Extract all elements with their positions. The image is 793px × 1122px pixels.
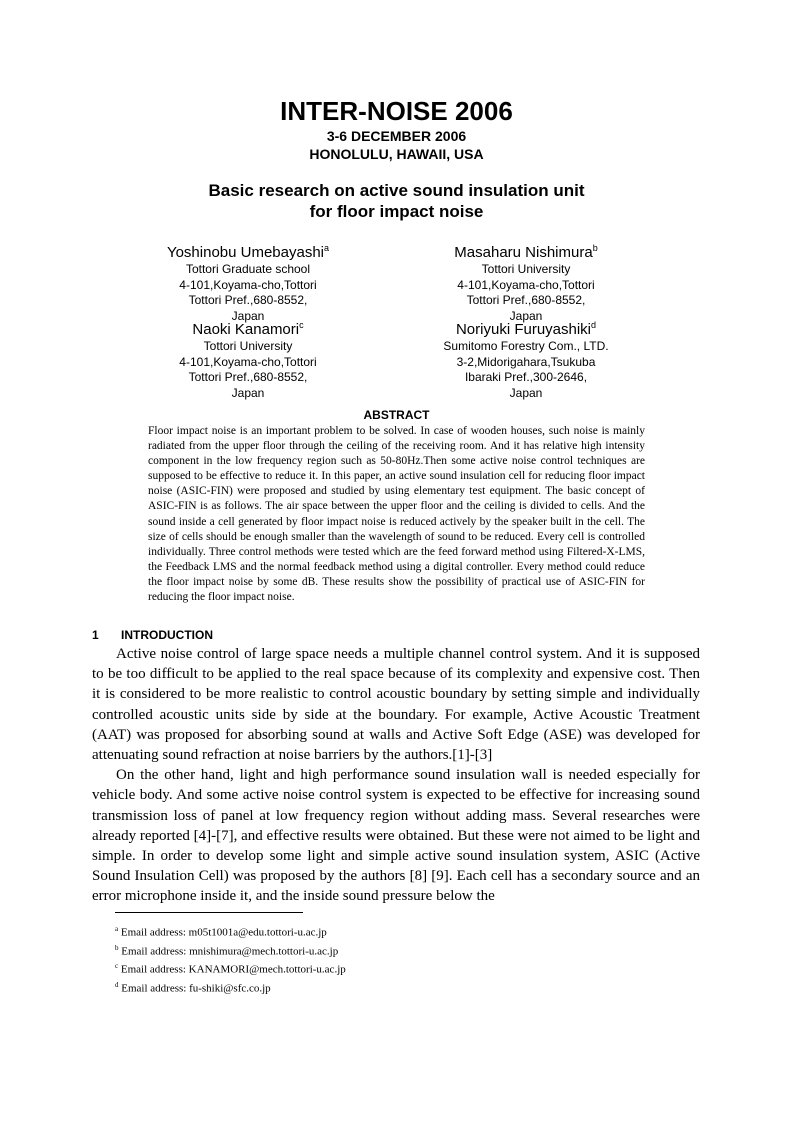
author-affiliation-line: Japan (231, 385, 265, 400)
author-affiliation-line: Tottori University (203, 339, 293, 353)
footnote: $^d$ Email address: fu-shiki@sfc.co.jp (115, 980, 271, 995)
footnote: $^b$ Email address: mnishimura@mech.tottori-u.ac.jp (115, 943, 339, 958)
section-number: 1 (92, 628, 99, 642)
author-affiliation-line: Tottori Pref.,680-8552, (188, 370, 308, 384)
author-affiliation-line: 4-101,Koyama-cho,Tottori (179, 277, 317, 292)
abstract-text: Floor impact noise is an important problem to be solved. In case of wooden houses, such noise is mainly radiated from the upper floor through the ceiling of the receiving room. And it has relative high intensity component in the low frequency region such as 50-80Hz.Then some active noise control techniques are supposed to be effective to reduce it. In this paper, an active sound insulation cell for reducing floor impact noise (ASIC-FIN) were proposed and studied by using elementary test equipment. The basic concept of ASIC-FIN is as follows. The air space between the upper floor and the ceiling is divided to cells. And the sound inside a cell generated by floor impact noise is reduced actively by the speaker built in the cell. The size of cells should be enough smaller than the wavelength of sound to be reduced. Every cell is controlled individually. Three control methods were tested which are the feed forward method using Filtered-X-LMS, the Feedback LMS and the normal feedback method using a digital controller. Every method could reduce the floor impact noise by some dB. These results show the possibility of practical use of ASIC-FIN for reducing the floor impact noise. (148, 425, 645, 604)
author-name: Masaharu Nishimura$^b$ (454, 243, 598, 261)
paper-title-line-1: Basic research on active sound insulation unit (208, 181, 585, 200)
abstract-heading: ABSTRACT (363, 408, 430, 422)
author-affiliation-line: Ibaraki Pref.,300-2646, (464, 370, 588, 384)
conference-title: INTER-NOISE 2006 (280, 96, 513, 126)
author-block-2 (406, 239, 646, 324)
section-heading (92, 628, 213, 642)
section-title: INTRODUCTION (121, 628, 213, 642)
footnotes (115, 922, 515, 997)
author-affiliation-line: Japan (231, 308, 265, 323)
body-paragraph: Active noise control of large space needs a multiple channel control system. And it is supposed to be too difficult to be applied to the real space because of its complexity and expensive cost. Then it is considered to be more realistic to control acoustic boundary by setting simple and individually controlled acoustic units side by side at the boundary. For example, Active Acoustic Treatment (AAT) was proposed for absorbing sound at walls and Active Soft Edge (ASE) was developed for attenuating sound refraction at noise barriers by the authors.[1]-[3] (92, 646, 700, 764)
paper-title-line-2: for floor impact noise (309, 202, 484, 221)
author-block-3 (128, 316, 368, 401)
author-affiliation-line: 4-101,Koyama-cho,Tottori (457, 277, 595, 292)
conference-location: HONOLULU, HAWAII, USA (309, 146, 484, 162)
footnote: $^a$ Email address: m05t1001a@edu.tottori-u.ac.jp (115, 925, 327, 939)
author-affiliation-line: Japan (509, 385, 543, 400)
author-block-1 (128, 239, 368, 324)
author-affiliation-line: 3-2,Midorigahara,Tsukuba (456, 354, 596, 369)
author-affiliation-line: Japan (509, 308, 543, 323)
author-affiliation-line: Tottori Graduate school (185, 262, 311, 276)
author-name: Yoshinobu Umebayashi$^a$ (166, 243, 330, 261)
author-affiliation-line: Tottori University (481, 262, 571, 276)
author-affiliation-line: Sumitomo Forestry Com., LTD. (443, 339, 609, 353)
author-affiliation-line: Tottori Pref.,680-8552, (188, 293, 308, 307)
author-name: Naoki Kanamori$^c$ (192, 320, 304, 338)
author-name: Noriyuki Furuyashiki$^d$ (455, 320, 597, 338)
footnote-divider (115, 912, 303, 913)
section-body (92, 644, 700, 907)
body-paragraph: On the other hand, light and high performance sound insulation wall is needed especially for vehicle body. And some active noise control system is expected to be effective for increasing sound transmission loss of panel at low frequency region without adding mass. Several researches were already reported [4]-[7], and effective results were obtained. But these were not aimed to be light and simple. In order to develop some light and simple active sound insulation system, ASIC (Active Sound Insulation Cell) was proposed by the authors [8] [9]. Each cell has a secondary source and an error microphone inside it, and the inside sound pressure below the (92, 767, 700, 905)
footnote: $^c$ Email address: KANAMORI@mech.tottori-u.ac.jp (115, 962, 346, 976)
author-affiliation-line: Tottori Pref.,680-8552, (466, 293, 586, 307)
paper-title (0, 180, 793, 222)
conference-dates: 3-6 DECEMBER 2006 (326, 128, 467, 144)
author-block-4 (406, 316, 646, 401)
author-affiliation-line: 4-101,Koyama-cho,Tottori (179, 354, 317, 369)
